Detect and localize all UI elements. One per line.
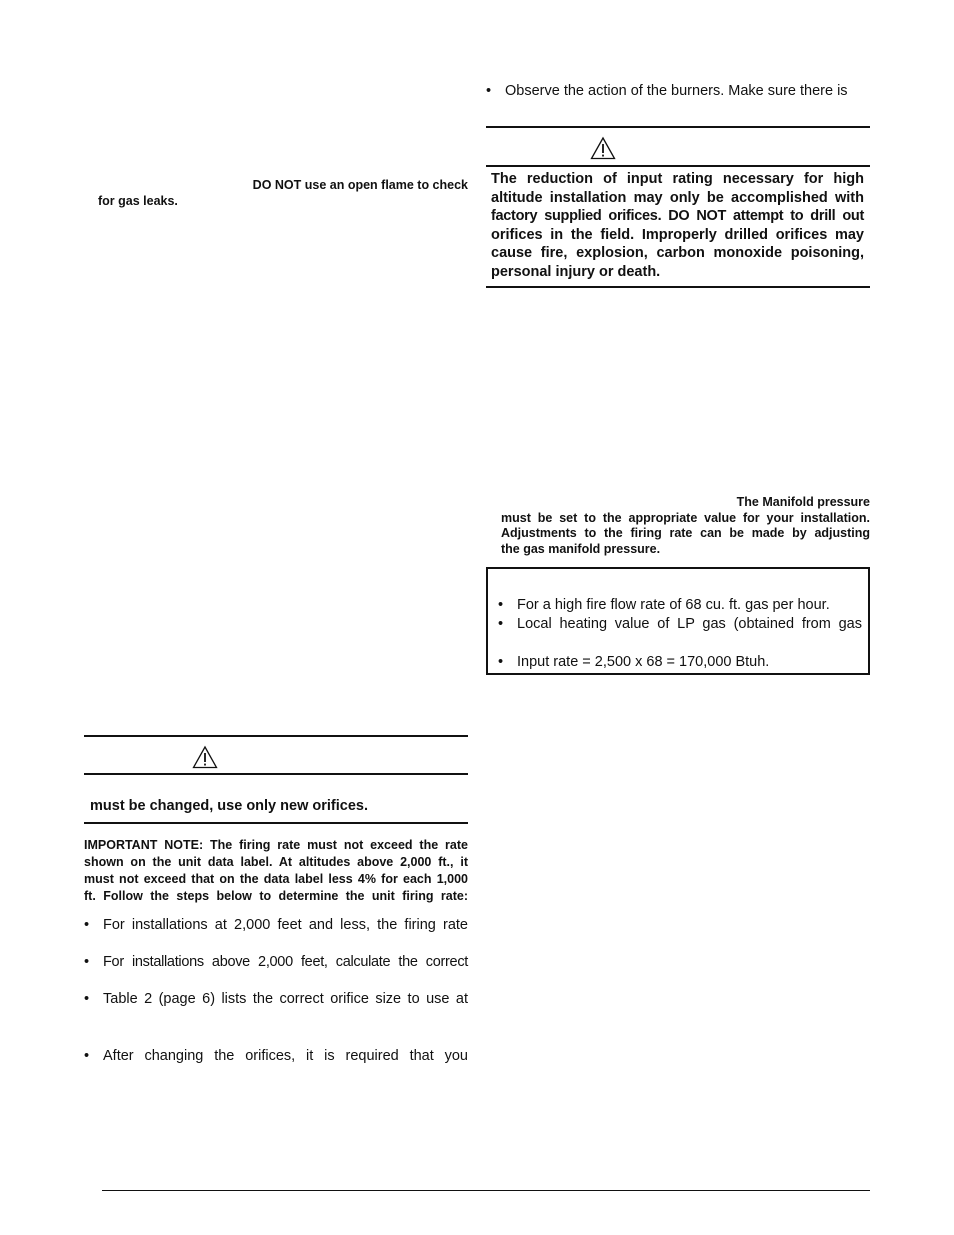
list-item: • Input rate = 2,500 x 68 = 170,000 Btuh. bbox=[498, 654, 770, 670]
orifice-warning-text: must be changed, use only new orifices. bbox=[90, 798, 368, 814]
example-box bbox=[486, 567, 870, 675]
altitude-warning-header bbox=[486, 128, 870, 168]
manifold-note-line3: Adjustments to the firing rate can be made by adjusting bbox=[501, 526, 870, 540]
important-note-line1: IMPORTANT NOTE: The firing rate must not exceed the rate bbox=[84, 838, 468, 852]
important-note-line4: ft. Follow the steps below to determine the unit firing rate: bbox=[84, 889, 468, 903]
bullet-icon: • bbox=[84, 917, 90, 933]
manifold-note-line4: the gas manifold pressure. bbox=[501, 541, 661, 556]
list-item: • For a high fire flow rate of 68 cu. ft. gas per hour. bbox=[498, 597, 830, 613]
important-note-line2: shown on the unit data label. At altitudes above 2,000 ft., it bbox=[84, 855, 468, 869]
manifold-note-line1: The Manifold pressure bbox=[736, 495, 870, 509]
bullet-icon: • bbox=[84, 954, 90, 970]
altitude-warning-text: The reduction of input rating necessary for high altitude installation may only be accomplished with factory supplied orifices. DO NOT attempt to drill out orifices in the field. Improperly drilled orifices may cause fire, explosion, carbon monoxide poisoning, personal injury or death. bbox=[491, 171, 864, 280]
important-note bbox=[84, 837, 468, 905]
gas-leak-note bbox=[98, 178, 468, 209]
bullet-icon: • bbox=[498, 616, 504, 632]
list-item: • Local heating value of LP gas (obtained from gas bbox=[498, 616, 862, 632]
bullet-icon: • bbox=[486, 83, 492, 99]
gas-leak-note-line2: for gas leaks. bbox=[98, 193, 178, 208]
bullet-icon: • bbox=[84, 991, 90, 1007]
list-item: • For installations at 2,000 feet and less, the firing rate bbox=[84, 917, 468, 933]
bullet-icon: • bbox=[498, 654, 504, 670]
gas-leak-note-line1: DO NOT use an open flame to check bbox=[252, 178, 468, 192]
warning-triangle-icon bbox=[192, 745, 218, 769]
list-item: • Table 2 (page 6) lists the correct orifice size to use at bbox=[84, 991, 468, 1007]
altitude-warning-mid-rule bbox=[486, 165, 870, 167]
bullet-icon: • bbox=[84, 1048, 90, 1064]
orifice-warning-mid-rule bbox=[84, 773, 468, 775]
orifice-warning-header bbox=[84, 737, 468, 777]
list-item: • After changing the orifices, it is required that you bbox=[84, 1048, 468, 1064]
list-item: • For installations above 2,000 feet, calculate the correct bbox=[84, 954, 468, 970]
manifold-note bbox=[501, 495, 870, 557]
warning-triangle-icon bbox=[590, 136, 616, 160]
bullet-icon: • bbox=[498, 597, 504, 613]
footer-rule bbox=[102, 1190, 870, 1191]
important-note-line3: must not exceed that on the data label less 4% for each 1,000 bbox=[84, 872, 468, 886]
list-item: • Observe the action of the burners. Make sure there is bbox=[486, 83, 848, 99]
manifold-note-line2: must be set to the appropriate value for your installation. bbox=[501, 510, 870, 525]
orifice-warning-bottom-rule bbox=[84, 822, 468, 824]
altitude-warning-bottom-rule bbox=[486, 286, 870, 288]
